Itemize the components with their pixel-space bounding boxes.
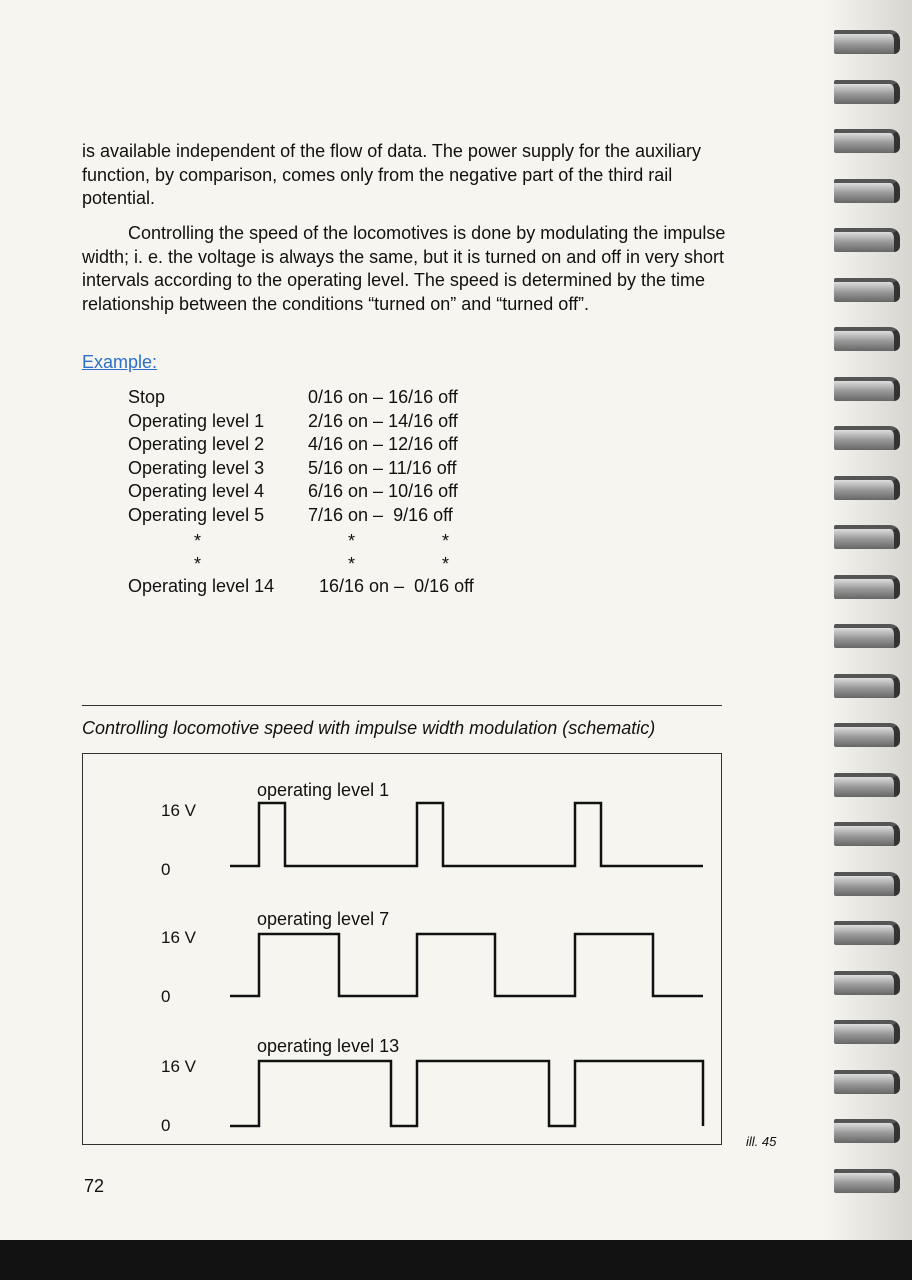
binding-ring	[834, 476, 900, 500]
level-name: Operating level 5	[128, 504, 265, 525]
zero-voltage-label: 0	[161, 860, 171, 879]
page-number: 72	[84, 1176, 105, 1196]
binding-ring	[834, 426, 900, 450]
level-value: 7/16 on – 9/16 off	[308, 504, 453, 525]
binding-ring	[834, 1169, 900, 1193]
binding-ring	[834, 674, 900, 698]
binding-ring	[834, 1119, 900, 1143]
paragraph-2: Controlling the speed of the locomotives is done by modulating the impulse width; i. e. the voltage is always the same, but it is turned on and off in very short intervals according to the operating level. The speed is determined by the time relationship between the conditions “turned on” and “turned off”.	[82, 223, 726, 314]
wave-title: operating level 13	[257, 1036, 400, 1056]
level-value: 0/16 on – 16/16 off	[308, 387, 458, 407]
zero-voltage-label: 0	[161, 987, 171, 1006]
pwm-diagram-svg	[83, 754, 723, 1146]
level-name: Operating level 14	[128, 575, 275, 596]
example-label: Example:	[82, 352, 158, 372]
pulse-waveform	[230, 803, 703, 866]
binding-ring	[834, 1020, 900, 1044]
wave-title: operating level 7	[257, 909, 390, 929]
binding-ring	[834, 1070, 900, 1094]
binding-ring	[834, 624, 900, 648]
binding-ring	[834, 278, 900, 302]
scan-background	[0, 1240, 912, 1280]
binding-ring	[834, 575, 900, 599]
star-mark: *	[348, 554, 356, 575]
level-name: Operating level 3	[128, 457, 265, 478]
binding-ring	[834, 971, 900, 995]
binding-ring	[834, 327, 900, 351]
binding-ring	[834, 525, 900, 549]
binding-ring	[834, 723, 900, 747]
star-mark: *	[348, 530, 356, 551]
binding-ring	[834, 30, 900, 54]
level-value: 2/16 on – 14/16 off	[308, 410, 458, 431]
illustration-number: ill. 45	[746, 1134, 777, 1149]
high-voltage-label: 16 V	[161, 801, 196, 820]
binding-ring	[834, 377, 900, 401]
level-name: Stop	[128, 387, 166, 407]
figure-caption: Controlling locomotive speed with impulse width modulation (schematic)	[82, 718, 656, 738]
pwm-diagram	[82, 753, 722, 1145]
zero-voltage-label: 0	[161, 1116, 171, 1135]
level-value: 6/16 on – 10/16 off	[308, 481, 458, 502]
binding-ring	[834, 179, 900, 203]
section-divider	[82, 705, 722, 706]
star-mark: *	[442, 554, 450, 575]
binding-ring	[834, 822, 900, 846]
binding-ring	[834, 921, 900, 945]
binding-ring	[834, 129, 900, 153]
level-value: 16/16 on – 0/16 off	[319, 575, 474, 596]
star-mark: *	[442, 530, 450, 551]
binding-ring	[834, 80, 900, 104]
binding-ring	[834, 773, 900, 797]
star-mark: *	[194, 530, 202, 551]
level-value: 5/16 on – 11/16 off	[308, 457, 457, 478]
binding-ring	[834, 228, 900, 252]
wave-title: operating level 1	[257, 780, 390, 800]
level-name: Operating level 1	[128, 410, 265, 431]
high-voltage-label: 16 V	[161, 928, 196, 947]
binding-ring	[834, 872, 900, 896]
level-name: Operating level 2	[128, 434, 265, 455]
pulse-waveform	[230, 1061, 703, 1126]
pulse-waveform	[230, 934, 703, 996]
paragraph-1: is available independent of the flow of data. The power supply for the auxiliary function, by comparison, comes only from the negative part of the third rail potential.	[82, 141, 702, 208]
star-mark: *	[194, 554, 202, 575]
high-voltage-label: 16 V	[161, 1057, 196, 1076]
level-value: 4/16 on – 12/16 off	[308, 434, 458, 455]
level-name: Operating level 4	[128, 481, 265, 502]
